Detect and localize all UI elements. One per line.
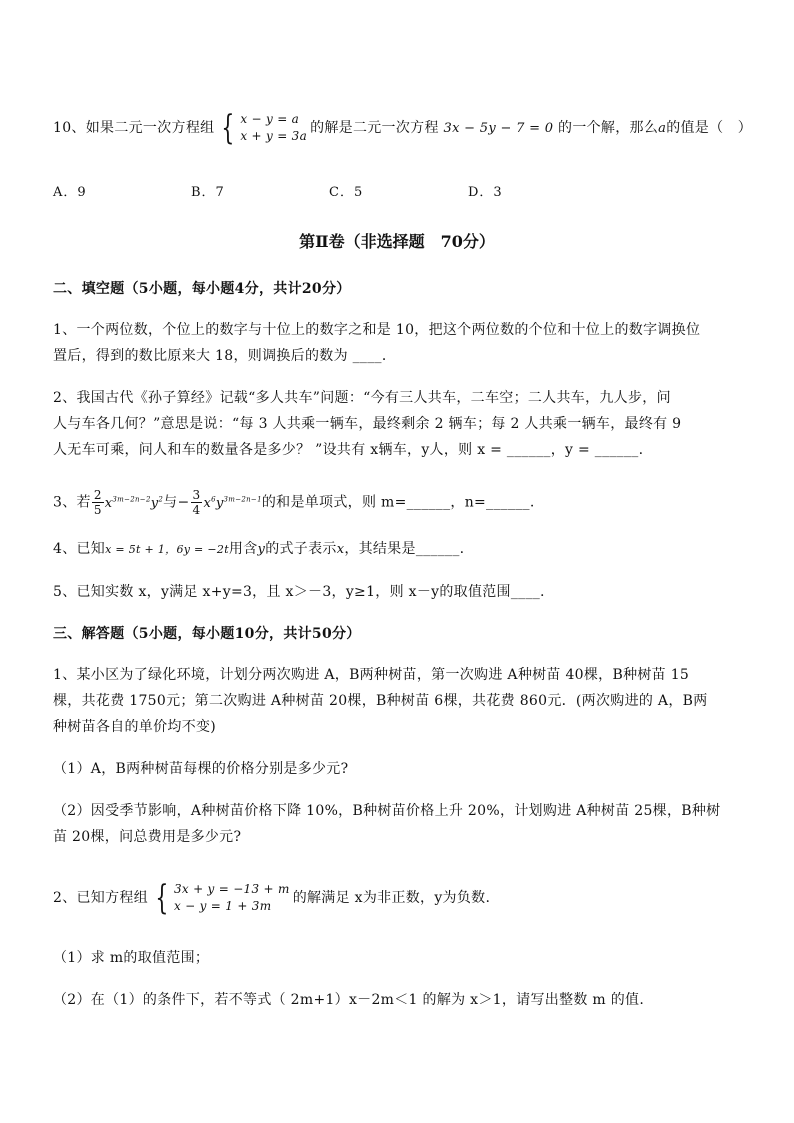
answer-heading: 三、解答题（5小题，每小题10分，共计50分） bbox=[53, 626, 361, 642]
q10-option-c[interactable]: C．5 bbox=[329, 185, 364, 200]
fraction-2-5: $\frac{2}{5}$ bbox=[93, 488, 102, 517]
answer-q2-sub1: （1）求 m的取值范围； bbox=[53, 950, 210, 966]
answer-q1-line1: 1、某小区为了绿化环境，计划分两次购进 A，B两种树苗，第一次购进 A种树苗 40棵，B种树苗 15 bbox=[53, 667, 690, 683]
fill-q2-line2: 人与车各几何？”意思是说：“每 3 人共乘一辆车，最终剩余 2 辆车；每 2 人共乘一辆车，最终有 9 bbox=[53, 416, 682, 432]
part2-title: 第Ⅱ卷（非选择题 70分） bbox=[299, 232, 495, 251]
q10-suffix-b: 的值是（ ） bbox=[666, 120, 753, 136]
answer-q1-line2: 棵，共花费 1750元；第二次购进 A种树苗 20棵，B种树苗 6棵，共花费 860元．(两次购进的 A，B两 bbox=[53, 693, 708, 709]
brace-symbol: { bbox=[221, 108, 235, 148]
fill-q3 bbox=[53, 488, 535, 517]
a2-system-eq1: 3x + y = −13 + m bbox=[173, 882, 290, 896]
q10-system-eq2: x + y = 3a bbox=[240, 129, 308, 143]
fill-q4-expr: x = 5t + 1，6y = −2t bbox=[105, 543, 229, 556]
q10-equation-system bbox=[217, 108, 308, 148]
q10-option-a[interactable]: A．9 bbox=[53, 185, 87, 200]
fill-q3-mid: 与 bbox=[163, 494, 178, 511]
fill-q3-prefix: 3、若 bbox=[53, 494, 91, 511]
q10-var-a: a bbox=[658, 121, 667, 136]
q10-option-b[interactable]: B．7 bbox=[191, 185, 225, 200]
answer-q1-sub1: （1）A，B两种树苗每棵的价格分别是多少元? bbox=[53, 761, 349, 777]
fill-q2-line1: 2、我国古代《孙子算经》记载“多人共车”问题：“今有三人共车，二车空；二人共车，九人步，问 bbox=[53, 390, 671, 406]
q10-equation: 3x − 5y − 7 = 0 bbox=[443, 121, 554, 136]
fill-q4: 4、已知x = 5t + 1，6y = −2t用含y的式子表示x，其结果是______. bbox=[53, 541, 465, 557]
answer-q2: 2、已知方程组 { 3x + y = −13 + m x − y = 1 + 3m 的解满足 x为非正数，y为负数. bbox=[53, 878, 491, 918]
fill-q5: 5、已知实数 x，y满足 x+y=3，且 x＞－3，y≥1，则 x－y的取值范围____. bbox=[53, 584, 545, 600]
q10-system-eq1: x − y = a bbox=[240, 112, 300, 126]
answer-q1-sub2-line1: （2）因受季节影响，A种树苗价格下降 10%，B种树苗价格上升 20%，计划购进 A种树苗 25棵，B种树 bbox=[53, 803, 721, 819]
q10-option-d[interactable]: D．3 bbox=[468, 185, 503, 200]
fraction-3-4: $\frac{3}{4}$ bbox=[192, 488, 201, 517]
a2-system-eq2: x − y = 1 + 3m bbox=[173, 899, 272, 913]
fill-q2-line3: 人无车可乘，问人和车的数量各是多少？ ”设共有 x辆车，y人，则 x = ______，y = ______. bbox=[53, 442, 644, 458]
fill-q3-suffix: 的和是单项式，则 m=______，n=______. bbox=[261, 494, 535, 511]
q10-mid: 的解是二元一次方程 bbox=[310, 120, 439, 136]
answer-q1-line3: 种树苗各自的单价均不变) bbox=[53, 719, 217, 735]
fill-in-heading: 二、填空题（5小题，每小题4分，共计20分） bbox=[53, 281, 351, 297]
term1: $x^{3m-2n-2}y^2$ bbox=[104, 495, 164, 511]
a2-equation-system bbox=[151, 878, 290, 918]
fill-q1-line2: 置后，得到的数比原来大 18，则调换后的数为 ____． bbox=[53, 348, 397, 364]
answer-q1-sub2-line2: 苗 20棵，问总费用是多少元? bbox=[53, 829, 242, 845]
fill-q1-line1: 1、一个两位数，个位上的数字与十位上的数字之和是 10，把这个两位数的个位和十位上的数字调换位 bbox=[53, 322, 701, 338]
q10-prefix: 10、如果二元一次方程组 bbox=[53, 120, 215, 136]
q10-suffix-a: 的一个解，那么 bbox=[558, 120, 659, 136]
term2: $x^6y^{3m-2n-1}$ bbox=[203, 495, 262, 511]
minus-sign: − bbox=[177, 494, 190, 511]
answer-q2-sub2: （2）在（1）的条件下，若不等式（ 2m+1）x－2m＜1 的解为 x＞1，请写出整数 m 的值. bbox=[53, 992, 645, 1008]
question-10 bbox=[53, 108, 753, 148]
brace-symbol: { bbox=[155, 878, 169, 918]
